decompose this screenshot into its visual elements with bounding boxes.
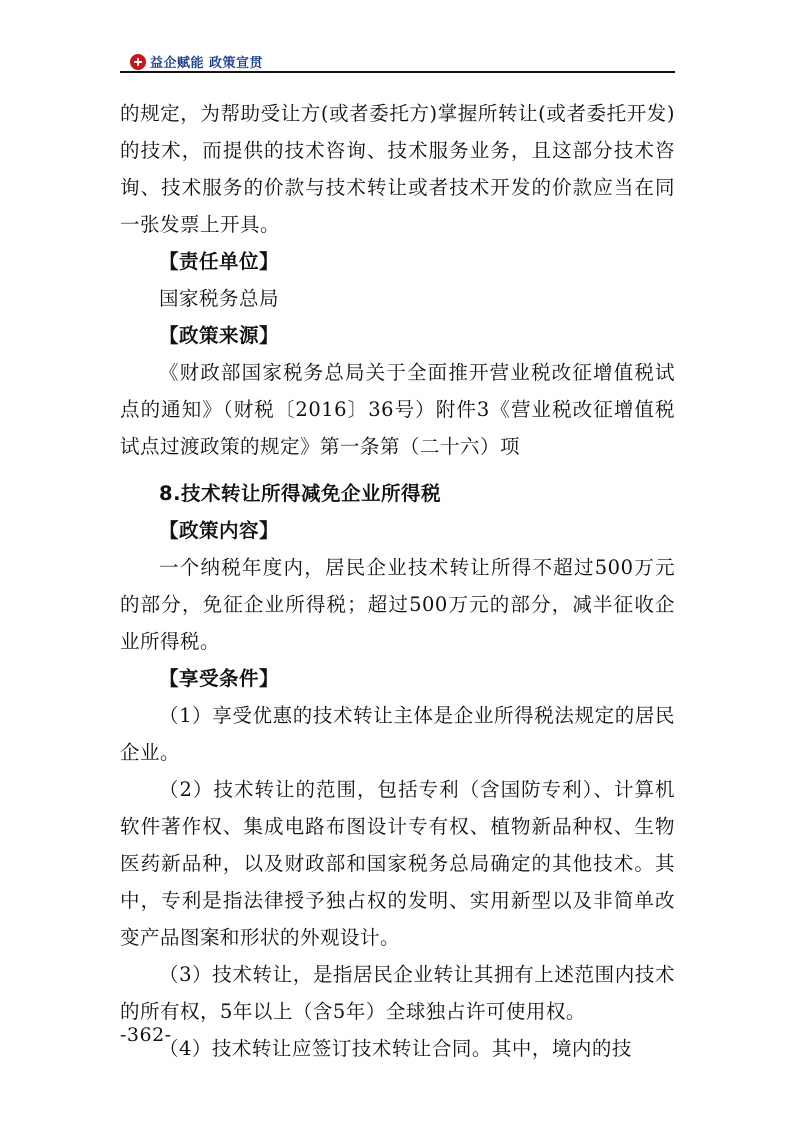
paragraph-continuation: 的规定，为帮助受让方(或者委托方)掌握所转让(或者委托开发)的技术，而提供的技术咨询、技术服务业务，且这部分技术咨询、技术服务的价款与技术转让或者技术开发的价款应当在同一张发票上开具。 bbox=[120, 102, 675, 236]
brand-name: 益企赋能 政策宣贯 bbox=[150, 56, 264, 71]
condition-2: （2）技术转让的范围，包括专利（含国防专利）、计算机软件著作权、集成电路布图设计专有权、植物新品种权、生物医药新品种，以及财政部和国家税务总局确定的其他技术。其中，专利是指法律授予独占权的发明、实用新型以及非简单改变产品图案和形状的外观设计。 bbox=[120, 778, 675, 949]
condition-4: （4）技术转让应签订技术转让合同。其中，境内的技 bbox=[159, 1037, 632, 1060]
policy-content-text: 一个纳税年度内，居民企业技术转让所得不超过500万元的部分，免征企业所得税；超过500万元的部分，减半征收企业所得税。 bbox=[120, 556, 675, 653]
header-divider bbox=[120, 71, 675, 73]
section-title: 8.技术转让所得减免企业所得税 bbox=[159, 482, 441, 505]
page-number: -362- bbox=[120, 1024, 172, 1046]
brand-logo bbox=[130, 52, 263, 71]
heading-policy-source: 【政策来源】 bbox=[159, 324, 280, 347]
condition-3: （3）技术转让，是指居民企业转让其拥有上述范围内技术的所有权，5年以上（含5年）全球独占许可使用权。 bbox=[120, 963, 675, 1023]
heading-policy-content: 【政策内容】 bbox=[159, 519, 280, 542]
brand-emblem-icon bbox=[130, 54, 146, 70]
heading-responsible-unit: 【责任单位】 bbox=[159, 250, 280, 273]
document-body bbox=[120, 95, 675, 1067]
responsible-unit-text: 国家税务总局 bbox=[159, 287, 280, 310]
heading-conditions: 【享受条件】 bbox=[159, 667, 280, 690]
condition-1: （1）享受优惠的技术转让主体是企业所得税法规定的居民企业。 bbox=[120, 704, 675, 764]
page-header bbox=[120, 50, 675, 76]
policy-source-text: 《财政部国家税务总局关于全面推开营业税改征增值税试点的通知》（财税〔2016〕36号）附件3《营业税改征增值税试点过渡政策的规定》第一条第（二十六）项 bbox=[120, 361, 675, 458]
